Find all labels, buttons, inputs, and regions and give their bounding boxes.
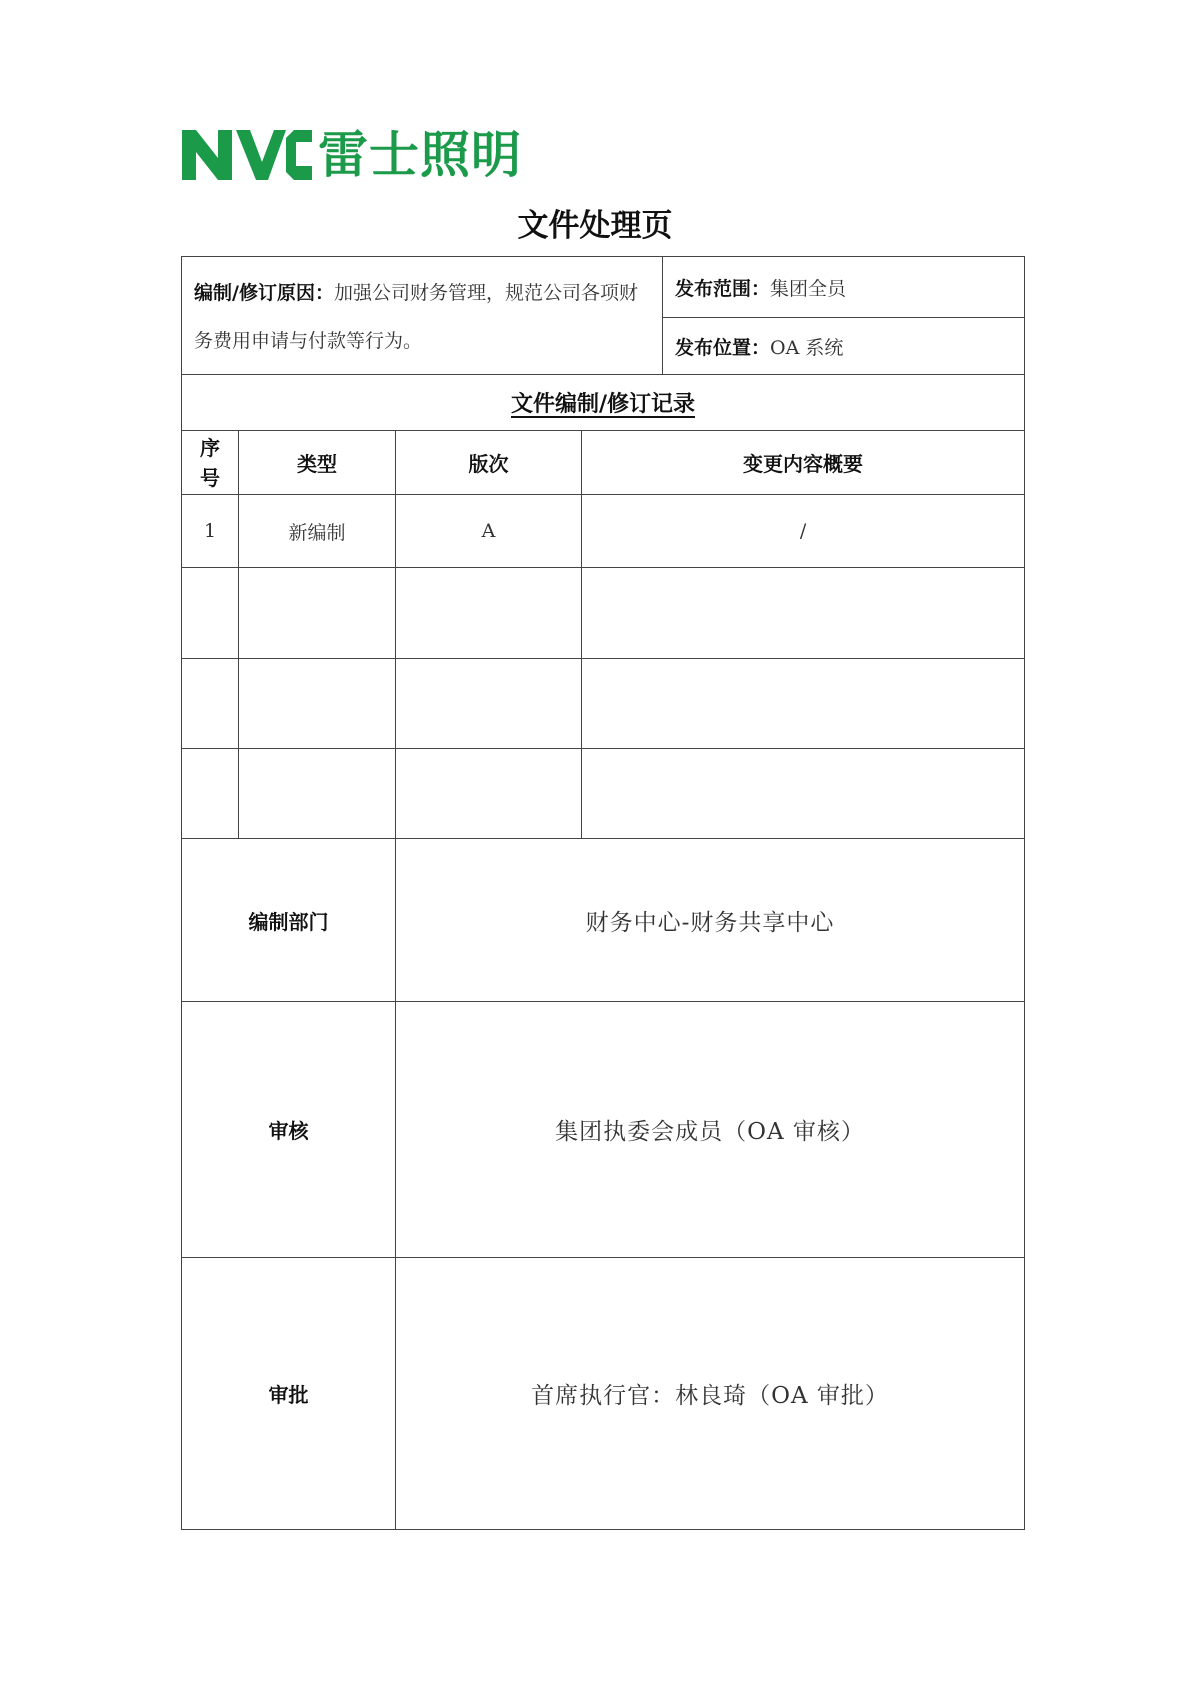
row-type <box>239 568 396 659</box>
location-cell <box>663 318 1025 375</box>
row-type: 新编制 <box>239 495 396 568</box>
location-value: OA 系统 <box>770 336 844 359</box>
row-seq <box>182 749 239 839</box>
revision-reason-label: 编制/修订原因： <box>194 282 334 304</box>
header-seq-line1: 序 <box>200 435 220 460</box>
revision-reason-cell <box>182 257 663 375</box>
dept-value: 财务中心-财务共享中心 <box>396 839 1025 1002</box>
row-summary <box>582 749 1025 839</box>
row-version <box>396 568 582 659</box>
row-version <box>396 749 582 839</box>
review-value: 集团执委会成员（OA 审核） <box>396 1002 1025 1258</box>
location-label: 发布位置： <box>675 336 771 359</box>
approve-value: 首席执行官：林良琦（OA 审批） <box>396 1258 1025 1530</box>
header-summary: 变更内容概要 <box>582 431 1025 495</box>
brand-name: 雷士照明 <box>318 126 522 184</box>
table-row <box>182 749 1025 839</box>
nvc-logo-mark <box>182 128 312 180</box>
row-summary <box>582 568 1025 659</box>
row-seq <box>182 659 239 749</box>
header-seq-line2: 号 <box>200 465 220 490</box>
scope-value: 集团全员 <box>770 277 847 300</box>
row-summary: / <box>582 495 1025 568</box>
scope-cell <box>663 257 1025 318</box>
row-type <box>239 749 396 839</box>
row-type <box>239 659 396 749</box>
row-version: A <box>396 495 582 568</box>
header-type: 类型 <box>239 431 396 495</box>
scope-label: 发布范围： <box>675 277 771 300</box>
record-section-title: 文件编制/修订记录 <box>182 375 1025 431</box>
approve-label: 审批 <box>182 1258 396 1530</box>
header-version: 版次 <box>396 431 582 495</box>
row-summary <box>582 659 1025 749</box>
page-title: 文件处理页 <box>517 208 673 244</box>
table-row <box>182 659 1025 749</box>
review-label: 审核 <box>182 1002 396 1258</box>
row-seq <box>182 568 239 659</box>
table-row <box>182 495 1025 568</box>
header-seq <box>182 431 239 495</box>
row-version <box>396 659 582 749</box>
table-row <box>182 568 1025 659</box>
row-seq: 1 <box>182 495 239 568</box>
revision-reason-text: 加强公司财务管理，规范公司各项财务费用申请与付款等行为。 <box>194 282 638 352</box>
document-table <box>181 256 1025 1530</box>
dept-label: 编制部门 <box>182 839 396 1002</box>
